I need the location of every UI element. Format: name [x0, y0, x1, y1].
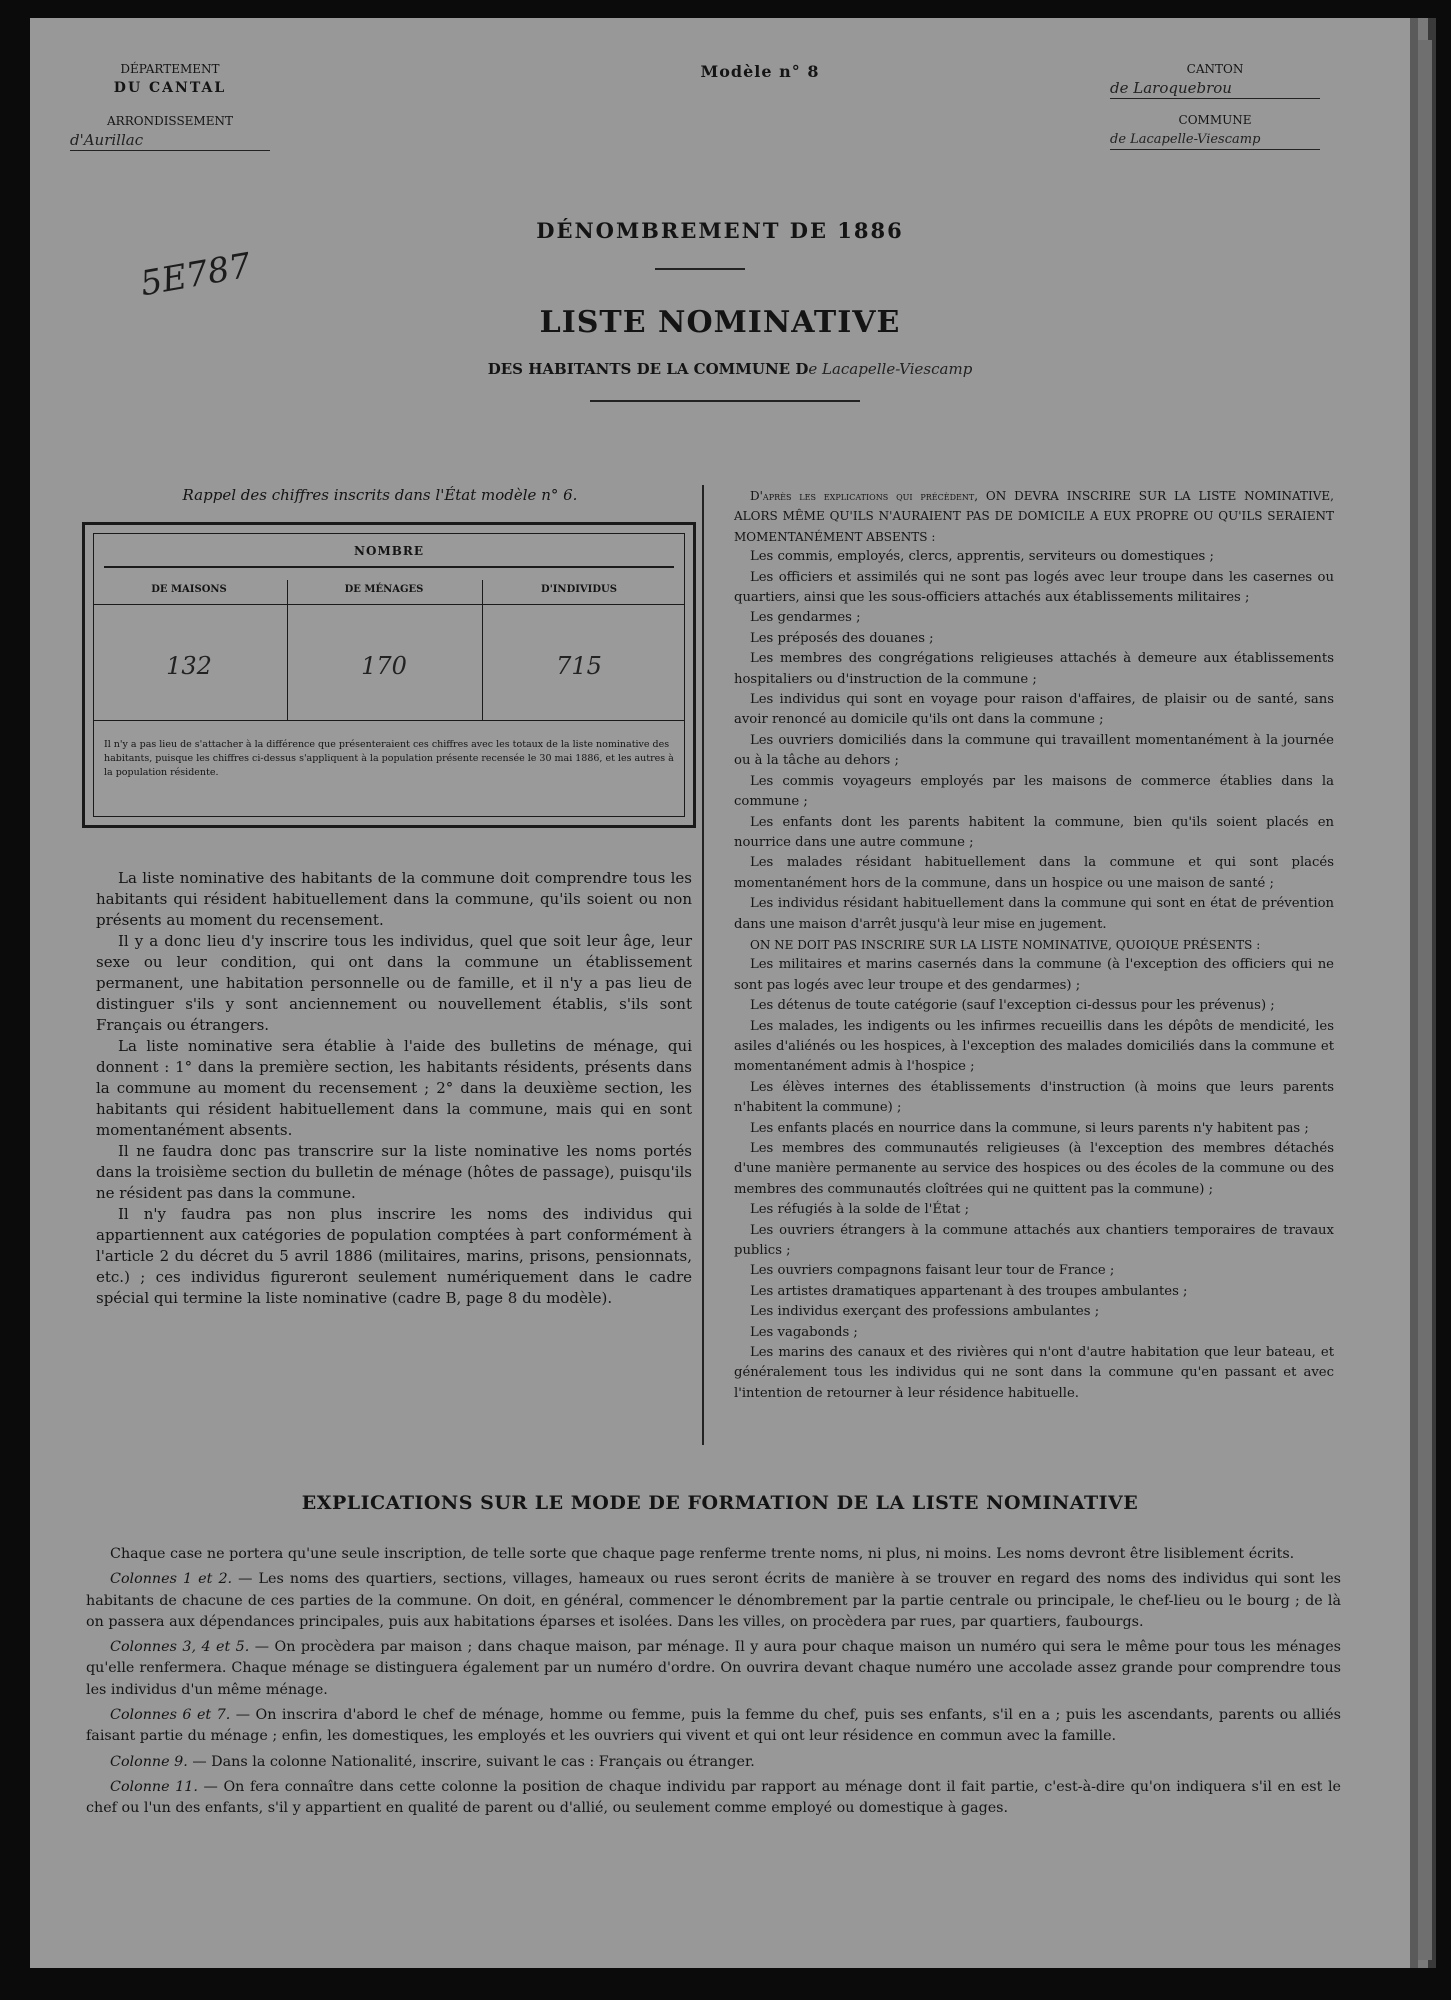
exclude-item: Les militaires et marins casernés dans la commune (à l'exception des officiers qui ne sont pas logés avec leur troupe et des gendarmes) ; — [734, 957, 1334, 993]
exclude-item: Les ouvriers étrangers à la commune attachés aux chantiers temporaires de travaux publics ; — [734, 1222, 1334, 1259]
exclude-intro: ON NE DOIT PAS INSCRIRE SUR LA LISTE NOMINATIVE, QUOIQUE PRÉSENTS : — [750, 937, 1261, 952]
include-item: Les officiers et assimilés qui ne sont pas logés avec leur troupe dans les casernes ou quartiers, ainsi que les sous-officiers attachés aux établissements militaires ; — [734, 569, 1334, 606]
commune-subtitle — [380, 360, 1080, 378]
column-divider — [482, 580, 483, 720]
explanations-intro: Chaque case ne portera qu'une seule inscription, de telle sorte que chaque page renferme trente noms, ni plus, ni moins. Les noms devront être lisiblement écrits. — [110, 1546, 1295, 1562]
main-title: LISTE NOMINATIVE — [539, 305, 901, 340]
explanation-label: Colonnes 6 et 7. — [110, 1707, 231, 1724]
rappel-box-inner — [93, 533, 685, 817]
value-menages: 170 — [361, 652, 407, 680]
canton-label: CANTON — [1186, 62, 1244, 76]
rappel-note: Il n'y a pas lieu de s'attacher à la différence que présenteraient ces chiffres avec les totaux de la liste nominative des habitants, puisque les chiffres ci-dessus s'appliquent à la population présente recensée le 30 mai 1886, et les autres à la population résidente. — [104, 739, 674, 778]
explanations-title: EXPLICATIONS SUR LE MODE DE FORMATION DE LA LISTE NOMINATIVE — [301, 1492, 1139, 1514]
exclude-item: Les détenus de toute catégorie (sauf l'exception ci-dessus pour les prévenus) ; — [750, 998, 1275, 1014]
page-edge — [1418, 40, 1432, 1960]
exclude-item: Les élèves internes des établissements d'instruction (à moins que leurs parents n'habitent la commune) ; — [734, 1079, 1334, 1116]
rappel-box — [82, 522, 696, 828]
model-number: Modèle n° 8 — [700, 62, 820, 81]
census-title: DÉNOMBREMENT DE 1886 — [536, 218, 904, 243]
archive-stamp: 5E787 — [137, 245, 254, 305]
include-item: Les enfants dont les parents habitent la commune, bien qu'ils soient placés en nourrice dans une autre commune ; — [734, 814, 1334, 850]
include-item: Les ouvriers domiciliés dans la commune qui travaillent momentanément à la journée ou à la tâche au dehors ; — [734, 732, 1334, 769]
col-header-maisons: DE MAISONS — [151, 584, 227, 595]
include-intro: D'après les explications qui précèdent, ON DEVRA INSCRIRE SUR LA LISTE NOMINATIVE, ALORS MÊME QU'ILS N'AURAIENT PAS DE DOMICILE A EUX PROPRE OU QU'ILS SERAIENT MOMENTANÉMENT ABSENTS : — [734, 489, 1334, 544]
header-rule — [104, 566, 674, 568]
ornament-rule — [655, 268, 745, 270]
commune-value: de Lacapelle-Viescamp — [1110, 130, 1320, 150]
explanation-item — [86, 1705, 1341, 1748]
explanation-text: — Les noms des quartiers, sections, villages, hameaux ou rues seront écrits de manière à se trouver en regard des noms des individus qui sont les habitants de chacune de ces parties de la commune. On doit, en général, commencer le dénombrement par la partie centrale ou principale, le chef-lieu ou le bourg ; de là on passera aux dépendances principales, puis aux habitations éparses et isolées. Dans les villes, on procèdera par rues, par quartiers, faubourgs. — [86, 1571, 1341, 1630]
col-header-individus: D'INDIVIDUS — [541, 584, 617, 595]
rappel-header: NOMBRE — [354, 544, 424, 558]
explanation-item — [86, 1637, 1341, 1701]
exclude-item: Les individus exerçant des professions ambulantes ; — [750, 1304, 1100, 1320]
value-individus: 715 — [556, 652, 602, 680]
explanation-text: — On fera connaître dans cette colonne la position de chaque individu par rapport au ménage dont il fait partie, c'est-à-dire qu'on indiquera s'il en est le chef ou l'un des enfants, s'il y appartient en qualité de parent ou d'allié, ou seulement comme employé ou domestique à gages. — [86, 1778, 1341, 1817]
include-item: Les malades résidant habituellement dans la commune et qui sont placés momentanément hors de la commune, dans un hospice ou une maison de santé ; — [734, 855, 1334, 891]
include-item: Les commis, employés, clercs, apprentis, serviteurs ou domestiques ; — [750, 549, 1214, 565]
explanation-label: Colonne 11. — [110, 1778, 198, 1795]
exclude-item: Les enfants placés en nourrice dans la commune, si leurs parents n'y habitent pas ; — [750, 1120, 1309, 1136]
explanation-text: — On procèdera par maison ; dans chaque maison, par ménage. Il y aura pour chaque maison un numéro qui sera le même pour tous les ménages qu'elle renfermera. Chaque ménage se distinguera également par un numéro d'ordre. On ouvrira devant chaque numéro une accolade assez grande pour comprendre tous les individus d'un même ménage. — [86, 1639, 1341, 1698]
commune-label: COMMUNE — [1178, 113, 1252, 127]
arrondissement-value: d'Aurillac — [70, 131, 270, 151]
explanation-label: Colonnes 3, 4 et 5. — [110, 1639, 250, 1656]
explanation-item — [86, 1752, 1341, 1773]
header-right — [1100, 60, 1330, 150]
explanation-text: — On inscrira d'abord le chef de ménage, homme ou femme, puis la femme du chef, puis ses enfants, s'il en a ; puis les ascendants, parents ou alliés faisant partie du ménage ; enfin, les domestiques, les employés et les ouvriers qui vivent et qui ont leur résidence en commun avec la famille. — [86, 1707, 1341, 1745]
include-item: Les individus qui sont en voyage pour raison d'affaires, de plaisir ou de santé, sans avoir renoncé au domicile qu'ils ont dans la commune ; — [734, 692, 1334, 728]
column-separator — [702, 485, 704, 1445]
header-left — [60, 60, 280, 151]
include-item: Les membres des congrégations religieuses attachés à demeure aux établissements hospitaliers ou d'instruction de la commune ; — [734, 651, 1334, 687]
exclude-item: Les ouvriers compagnons faisant leur tour de France ; — [750, 1263, 1115, 1279]
exclude-item: Les marins des canaux et des rivières qui n'ont d'autre habitation que leur bateau, et généralement tous les individus qui ne sont dans la commune qu'en passant et avec l'intention de retourner à leur résidence habituelle. — [734, 1345, 1334, 1401]
include-item: Les individus résidant habituellement dans la commune qui sont en état de prévention dans une maison d'arrêt jusqu'à leur mise en jugement. — [734, 896, 1334, 932]
column-divider — [287, 580, 288, 720]
subtitle-prefix: DES HABITANTS DE LA COMMUNE D — [487, 360, 809, 378]
explanation-label: Colonne 9. — [110, 1753, 188, 1770]
right-instructions — [734, 486, 1334, 1404]
explanation-item — [86, 1777, 1341, 1820]
exclude-item: Les artistes dramatiques appartenant à des troupes ambulantes ; — [750, 1283, 1188, 1299]
arrondissement-label: ARRONDISSEMENT — [107, 114, 233, 128]
exclude-item: Les malades, les indigents ou les infirmes recueillis dans les dépôts de mendicité, les asiles d'aliénés ou les hospices, à l'exception des malades domiciliés dans la commune et momentanément admis à l'hospice ; — [734, 1018, 1334, 1075]
explanation-item — [86, 1569, 1341, 1633]
exclude-item: Les réfugiés à la solde de l'État ; — [750, 1202, 970, 1218]
explanations-body — [86, 1544, 1341, 1824]
department-name: DU CANTAL — [113, 80, 227, 96]
left-paragraph: Il n'y faudra pas non plus inscrire les noms des individus qui appartiennent aux catégories de population comptées à part conformément à l'article 2 du décret du 5 avril 1886 (militaires, marins, prisons, pensionnats, etc.) ; ces individus figureront seulement numériquement dans le cadre spécial qui termine la liste nominative (cadre B, page 8 du modèle). — [96, 1205, 692, 1307]
title-rule — [590, 400, 860, 402]
left-instructions — [96, 868, 692, 1309]
exclude-item: Les membres des communautés religieuses (à l'exception des membres détachés d'une manière permanente au service des hospices ou des écoles de la commune ou des membres des communautés cloîtrées qui ne quittent pas la commune) ; — [734, 1141, 1334, 1197]
include-item: Les gendarmes ; — [750, 610, 861, 626]
col-header-menages: DE MÉNAGES — [344, 584, 424, 595]
left-paragraph: Il ne faudra donc pas transcrire sur la liste nominative les noms portés dans la troisième section du bulletin de ménage (hôtes de passage), puisqu'ils ne résident pas dans la commune. — [96, 1142, 692, 1202]
canton-value: de Laroquebrou — [1110, 79, 1320, 99]
header-divider — [94, 604, 684, 605]
note-divider — [94, 720, 684, 721]
department-label: DÉPARTEMENT — [120, 62, 220, 76]
explanation-label: Colonnes 1 et 2. — [110, 1571, 233, 1588]
value-maisons: 132 — [166, 652, 212, 680]
exclude-item: Les vagabonds ; — [750, 1324, 858, 1340]
include-item: Les préposés des douanes ; — [750, 630, 934, 646]
include-item: Les commis voyageurs employés par les maisons de commerce établies dans la commune ; — [734, 773, 1334, 810]
left-paragraph: Il y a donc lieu d'y inscrire tous les individus, quel que soit leur âge, leur sexe ou leur condition, qui ont dans la commune un établissement permanent, une habitation personnelle ou de famille, et il n'y a pas lieu de distinguer s'ils y sont anciennement ou nouvellement établis, s'ils sont Français ou étrangers. — [96, 932, 692, 1034]
subtitle-commune: e Lacapelle-Viescamp — [808, 360, 973, 378]
left-paragraph: La liste nominative sera établie à l'aide des bulletins de ménage, qui donnent : 1° dans la première section, les habitants résidents, présents dans la commune au moment du recensement ; 2° dans la deuxième section, les habitants qui résident habituellement dans la commune, mais qui en sont momentanément absents. — [96, 1037, 692, 1139]
explanation-text: — Dans la colonne Nationalité, inscrire, suivant le cas : Français ou étranger. — [187, 1753, 755, 1770]
left-paragraph: La liste nominative des habitants de la commune doit comprendre tous les habitants qui résident habituellement dans la commune, qu'ils soient ou non présents au moment du recensement. — [96, 869, 692, 929]
rappel-caption: Rappel des chiffres inscrits dans l'État modèle n° 6. — [182, 486, 578, 504]
